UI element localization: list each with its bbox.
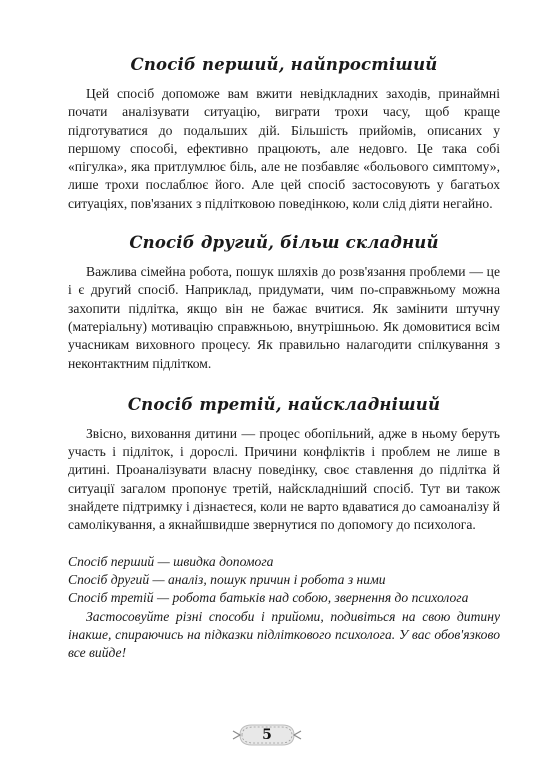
page-content — [68, 55, 500, 662]
section-title: Спосіб третій, найскладніший — [127, 394, 441, 414]
summary-line: Спосіб третій — робота батьків над собою, звернення до психолога — [68, 590, 469, 606]
section-paragraph: Важлива сімейна робота, пошук шляхів до розв'язання проблеми — це і є другий спосіб. Наприклад, придумати, чим по-справжньому можна захопити підлітка, якщо він не бажає вчитися. Як замінити штучну (матеріальну) мотивацію справжньою, внутрішньою. Як домовитися всім учасникам виховного процесу. Як правильно налагодити спілкування з неконтактним підлітком. — [68, 264, 500, 371]
summary-line: Спосіб перший — швидка допомога — [68, 553, 274, 569]
closing-paragraph: Застосовуйте різні способи і прийоми, подивіться на свою дитину інакше, спираючись на підказки підліткового психолога. У вас обов'язково все вийде! — [68, 608, 500, 661]
spacer — [68, 373, 500, 395]
page-number-badge — [232, 723, 302, 747]
section-title: Спосіб перший, найпростіший — [130, 55, 438, 74]
section-first — [68, 55, 500, 213]
summary-list — [68, 553, 500, 608]
spacer — [68, 213, 500, 233]
section-paragraph: Цей спосіб допоможе вам вжити невідкладних заходів, принаймні почати аналізувати ситуацію, виграти трохи часу, щоб краще підготуватися до подальших дій. Більшість прийомів, описаних у першому способі, ефективно працюють, але недовго. Це така собі «пігулка», яка притлумлює біль, але не позбавляє «больового симптому», лише трохи послаблює його. Але цей спосіб застосовують у багатьох ситуаціях, пов'язаних з підлітковою поведінкою, коли слід діяти негайно. — [68, 86, 500, 211]
summary-line: Спосіб другий — аналіз, пошук причин і робота з ними — [68, 571, 386, 587]
section-second — [68, 233, 500, 373]
page-number: 5 — [262, 727, 272, 743]
section-third — [68, 395, 500, 535]
section-title: Спосіб другий, більш складний — [129, 233, 439, 253]
section-paragraph: Звісно, виховання дитини — процес обопільний, адже в ньому беруть участь і підліток, і дорослі. Причини конфліктів і проблем не лише в дитині. Проаналізувати власну поведінку, своє ставлення до підлітка й ситуації загалом пропонує третій, найскладніший спосіб. Тут ви також знайдете підтримку і дізнаєтеся, коли не варто вдаватися до самоаналізу й самолікування, а якнайшвидше звернутися по допомогу до психолога. — [68, 425, 500, 533]
